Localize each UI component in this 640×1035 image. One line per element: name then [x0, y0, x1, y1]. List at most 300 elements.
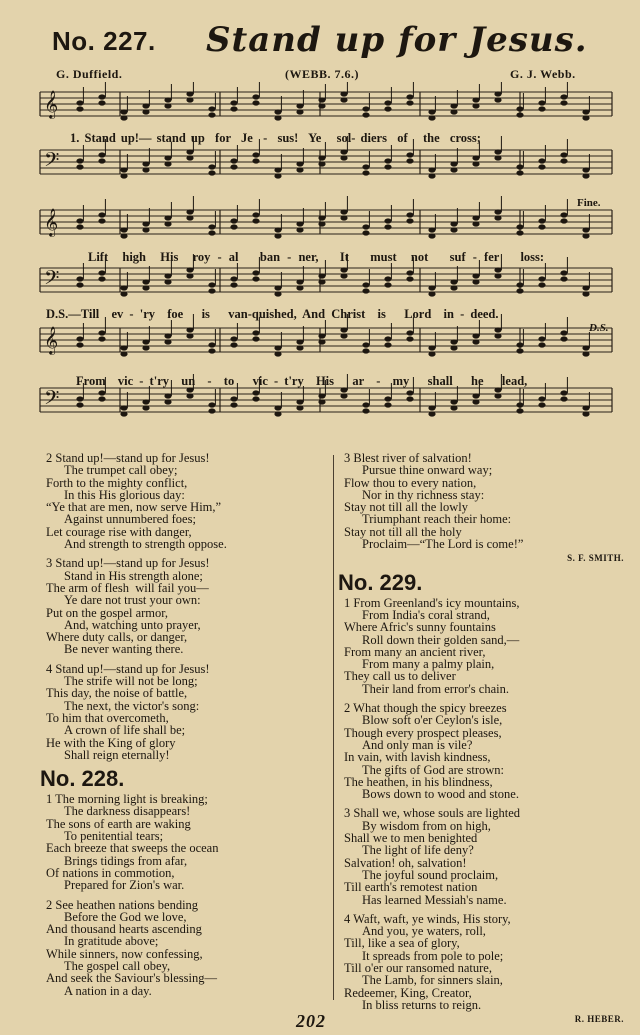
verse-line: And you, ye waters, roll, [362, 924, 486, 939]
note-head [208, 164, 215, 169]
note-head [120, 167, 127, 172]
note-head [560, 396, 567, 401]
verse-line: And seek the Saviour's blessing— [46, 971, 217, 986]
note-head [582, 351, 589, 356]
note-head [362, 230, 369, 235]
note-head [98, 276, 105, 281]
verse-line: 2 What though the spicy breezes [344, 701, 507, 716]
note-head [428, 411, 435, 416]
note-head [472, 97, 479, 102]
bass-clef: 𝄢 [44, 266, 60, 294]
note-head [560, 276, 567, 281]
note-head [318, 339, 325, 344]
note-head [472, 393, 479, 398]
verse-line: Though every prospect pleases, [344, 725, 502, 740]
treble-clef: 𝄞 [44, 326, 59, 354]
verse-line: Shall reign eternally! [64, 747, 170, 762]
note-head [362, 342, 369, 347]
note-head [318, 399, 325, 404]
verse-line: 1 The morning light is breaking; [46, 792, 208, 807]
note-head [98, 270, 105, 275]
note-head [186, 393, 193, 398]
note-head [494, 273, 501, 278]
verse-line: Stand in His strength alone; [64, 568, 203, 583]
verse [46, 557, 326, 655]
verse-line: Till o'er our ransomed nature, [344, 960, 492, 975]
verse-line: To penitential tears; [64, 829, 164, 844]
note-head [472, 221, 479, 226]
note-head [538, 218, 545, 223]
verse-line: And thousand hearts ascending [46, 922, 202, 937]
note-head [582, 109, 589, 114]
note-head [406, 270, 413, 275]
note-head [76, 336, 83, 341]
note-head [340, 267, 347, 272]
note-head [296, 161, 303, 166]
note-head [120, 109, 127, 114]
verse-line: Has learned Messiah's name. [362, 892, 507, 907]
note-head [230, 402, 237, 407]
note-head [120, 351, 127, 356]
note-head [208, 224, 215, 229]
author-credit: R. HEBER. [574, 1014, 624, 1025]
note-head [76, 218, 83, 223]
note-head [208, 408, 215, 413]
note-head [582, 285, 589, 290]
verse-line: In gratitude above; [64, 934, 159, 949]
note-head [76, 100, 83, 105]
note-head [296, 285, 303, 290]
hymn-number: No. 229. [338, 569, 423, 595]
note-head [230, 336, 237, 341]
note-head [340, 97, 347, 102]
note-head [274, 285, 281, 290]
verse-line: The gospel call obey, [64, 958, 171, 973]
note-head [296, 399, 303, 404]
note-head [98, 94, 105, 99]
note-head [164, 333, 171, 338]
note-head [142, 103, 149, 108]
note-head [318, 97, 325, 102]
note-head [142, 221, 149, 226]
note-head [384, 342, 391, 347]
note-head [120, 227, 127, 232]
note-head [186, 333, 193, 338]
note-head [384, 282, 391, 287]
note-head [318, 273, 325, 278]
hymn-number: No. 228. [40, 766, 125, 792]
verse-line: 4 Stand up!—stand up for Jesus! [46, 661, 210, 676]
note-head [340, 393, 347, 398]
right-column [338, 451, 624, 1025]
note-head [450, 285, 457, 290]
note-head [230, 282, 237, 287]
note-head [340, 91, 347, 96]
verse-line: Till, like a sea of glory, [344, 936, 460, 951]
note-head [76, 402, 83, 407]
verse-line: Triumphant reach their home: [362, 512, 512, 527]
lyric-line: From vic - t'ry un - to vic - t'ry His ar - my shall he lead, [76, 374, 528, 388]
note-head [274, 345, 281, 350]
verse-line: The joyful sound proclaim, [362, 867, 499, 882]
note-head [362, 106, 369, 111]
verse-line: They call us to deliver [344, 669, 456, 684]
note-head [406, 276, 413, 281]
note-head [516, 230, 523, 235]
verse-line: Where Afric's sunny fountains [344, 620, 496, 635]
verse-line: Be never wanting there. [64, 642, 184, 657]
note-head [274, 167, 281, 172]
tune-name: (WEBB. 7.6.) [285, 67, 360, 81]
note-head [230, 224, 237, 229]
lyric-line: Lift high His roy - al ban - ner, It must not suf - fer loss: [88, 250, 545, 264]
note-head [362, 282, 369, 287]
note-head [318, 161, 325, 166]
lyric-line: 1. Stand up!— stand up for Je - sus! Ye sol- diers of the cross; [70, 131, 481, 145]
verse-line: The sons of earth are waking [46, 816, 191, 831]
note-head [120, 345, 127, 350]
note-head [516, 282, 523, 287]
note-head [384, 164, 391, 169]
note-head [274, 411, 281, 416]
verse-line: The heathen, in his blindness, [344, 774, 493, 789]
note-head [538, 282, 545, 287]
verse [344, 913, 624, 1011]
note-head [164, 399, 171, 404]
note-head [516, 408, 523, 413]
note-head [274, 173, 281, 178]
note-head [450, 103, 457, 108]
ds-mark: D.S. [589, 322, 609, 334]
note-head [384, 218, 391, 223]
verse [344, 452, 624, 550]
verse-line: While sinners, now confessing, [46, 946, 203, 961]
verse-line: Salvation! oh, salvation! [344, 855, 467, 870]
note-head [98, 330, 105, 335]
verse-line: And, watching unto prayer, [64, 617, 201, 632]
note-head [296, 103, 303, 108]
note-head [98, 218, 105, 223]
note-head [494, 97, 501, 102]
note-head [428, 173, 435, 178]
note-head [318, 393, 325, 398]
note-head [296, 221, 303, 226]
note-head [252, 158, 259, 163]
note-head [318, 333, 325, 338]
note-head [384, 224, 391, 229]
note-head [164, 273, 171, 278]
note-head [362, 170, 369, 175]
verse-line: The light of life deny? [362, 843, 474, 858]
note-head [494, 209, 501, 214]
note-head [494, 327, 501, 332]
note-head [296, 339, 303, 344]
verse-line: To him that overcometh, [46, 710, 169, 725]
note-head [252, 330, 259, 335]
verse-line: Stay not till all the holy [344, 524, 462, 539]
note-head [186, 91, 193, 96]
note-head [560, 94, 567, 99]
note-head [230, 100, 237, 105]
note-head [274, 109, 281, 114]
note-head [208, 282, 215, 287]
note-head [318, 155, 325, 160]
note-head [98, 390, 105, 395]
note-head [98, 158, 105, 163]
note-head [164, 339, 171, 344]
note-head [362, 402, 369, 407]
note-head [384, 158, 391, 163]
note-head [450, 161, 457, 166]
note-head [472, 273, 479, 278]
note-head [208, 348, 215, 353]
note-head [428, 115, 435, 120]
arranger: G. J. Webb. [510, 67, 576, 81]
note-head [318, 103, 325, 108]
verse-line: Brings tidings from afar, [64, 853, 188, 868]
note-head [164, 155, 171, 160]
note-head [516, 342, 523, 347]
note-head [208, 112, 215, 117]
note-head [472, 333, 479, 338]
note-head [186, 97, 193, 102]
note-head [450, 167, 457, 172]
author-credit: S. F. SMITH. [567, 553, 624, 564]
note-head [538, 276, 545, 281]
note-head [252, 218, 259, 223]
note-head [164, 103, 171, 108]
note-head [472, 103, 479, 108]
note-head [362, 348, 369, 353]
verse-line: Forth to the mighty conflict, [46, 475, 188, 490]
verse-line: Where duty calls, or danger, [46, 630, 188, 645]
note-head [318, 279, 325, 284]
note-head [230, 342, 237, 347]
note-head [186, 215, 193, 220]
note-head [98, 100, 105, 105]
note-head [516, 224, 523, 229]
verse-line: Till earth's remotest nation [344, 880, 478, 895]
composer: G. Duffield. [56, 67, 123, 81]
note-head [296, 109, 303, 114]
verse-line: Before the God we love, [64, 909, 187, 924]
lyric-line: D.S.—Till ev - 'ry foe is van-quished, And Christ is Lord in - deed. [46, 307, 499, 321]
note-head [428, 285, 435, 290]
note-head [318, 221, 325, 226]
note-head [208, 402, 215, 407]
note-head [428, 351, 435, 356]
verse-line: Let courage rise with danger, [46, 524, 192, 539]
note-head [208, 342, 215, 347]
note-head [76, 396, 83, 401]
note-head [494, 155, 501, 160]
note-head [252, 396, 259, 401]
note-head [406, 158, 413, 163]
note-head [142, 227, 149, 232]
note-head [98, 212, 105, 217]
note-head [384, 100, 391, 105]
note-head [538, 158, 545, 163]
left-column [40, 451, 326, 998]
note-head [516, 164, 523, 169]
note-head [340, 333, 347, 338]
note-head [208, 170, 215, 175]
note-head [296, 227, 303, 232]
note-head [362, 112, 369, 117]
verse-line: Each breeze that sweeps the ocean [46, 841, 219, 856]
note-head [362, 164, 369, 169]
note-head [142, 399, 149, 404]
note-head [406, 100, 413, 105]
note-head [362, 288, 369, 293]
note-head [384, 106, 391, 111]
note-head [582, 167, 589, 172]
note-head [494, 91, 501, 96]
verse-line: Bows down to wood and stone. [362, 787, 519, 802]
verse-line: The strife will not be long; [64, 674, 198, 689]
note-head [142, 161, 149, 166]
note-head [384, 402, 391, 407]
note-head [428, 345, 435, 350]
note-head [186, 149, 193, 154]
note-head [494, 149, 501, 154]
verse-line: “Ye that are men, now serve Him,” [46, 500, 222, 515]
verse-line: Pursue thine onward way; [362, 463, 493, 478]
note-head [494, 267, 501, 272]
note-head [142, 345, 149, 350]
verse [46, 452, 326, 550]
note-head [428, 233, 435, 238]
note-head [274, 351, 281, 356]
verse-line: By wisdom from on high, [362, 818, 491, 833]
note-head [208, 288, 215, 293]
note-head [538, 224, 545, 229]
verse-line: 3 Stand up!—stand up for Jesus! [46, 556, 210, 571]
note-head [120, 291, 127, 296]
note-head [252, 94, 259, 99]
note-head [252, 390, 259, 395]
note-head [318, 215, 325, 220]
note-head [120, 285, 127, 290]
note-head [560, 100, 567, 105]
note-head [384, 396, 391, 401]
note-head [560, 152, 567, 157]
note-head [164, 221, 171, 226]
note-head [296, 345, 303, 350]
verse-line: This day, the noise of battle, [46, 686, 188, 701]
note-head [142, 285, 149, 290]
note-head [516, 402, 523, 407]
verse [344, 807, 624, 905]
note-head [164, 279, 171, 284]
note-head [98, 396, 105, 401]
note-head [274, 405, 281, 410]
note-head [164, 393, 171, 398]
note-head [582, 405, 589, 410]
verse-line: It spreads from pole to pole; [362, 948, 504, 963]
note-head [120, 405, 127, 410]
note-head [560, 212, 567, 217]
note-head [516, 106, 523, 111]
note-head [428, 405, 435, 410]
verse-line: Proclaim—“The Lord is come!” [362, 537, 524, 552]
note-head [120, 411, 127, 416]
note-head [450, 339, 457, 344]
note-head [252, 212, 259, 217]
note-head [98, 336, 105, 341]
column-divider [333, 455, 334, 1000]
note-head [406, 212, 413, 217]
verse [344, 597, 624, 695]
verse-line: From many a palmy plain, [362, 657, 495, 672]
verse-line: A nation in a day. [64, 983, 152, 998]
note-head [252, 270, 259, 275]
note-head [230, 396, 237, 401]
verse-line: And strength to strength oppose. [64, 537, 227, 552]
note-head [208, 106, 215, 111]
note-head [76, 158, 83, 163]
note-head [230, 106, 237, 111]
note-head [120, 115, 127, 120]
hymn-title: Stand up for Jesus. [206, 20, 588, 60]
note-head [362, 224, 369, 229]
verse-line: The arm of flesh will fail you— [46, 580, 209, 595]
verse-line: And only man is vile? [362, 737, 473, 752]
note-head [252, 100, 259, 105]
note-head [538, 402, 545, 407]
verse-line: Their land from error's chain. [362, 681, 509, 696]
note-head [274, 115, 281, 120]
note-head [538, 342, 545, 347]
verse-line: The darkness disappears! [64, 804, 191, 819]
note-head [472, 215, 479, 220]
verse-line: Ye dare not trust your own: [64, 593, 201, 608]
verse [46, 899, 326, 997]
verse-line: In vain, with lavish kindness, [344, 750, 491, 765]
verse-line: The Lamb, for sinners slain, [362, 973, 503, 988]
note-head [582, 115, 589, 120]
note-head [450, 221, 457, 226]
note-head [582, 233, 589, 238]
note-head [582, 227, 589, 232]
note-head [164, 161, 171, 166]
note-head [230, 218, 237, 223]
note-head [472, 339, 479, 344]
note-head [406, 94, 413, 99]
note-head [384, 276, 391, 281]
note-head [340, 215, 347, 220]
note-head [582, 411, 589, 416]
note-head [186, 327, 193, 332]
note-head [186, 155, 193, 160]
note-head [164, 97, 171, 102]
note-head [384, 336, 391, 341]
note-head [230, 164, 237, 169]
note-head [406, 336, 413, 341]
note-head [274, 291, 281, 296]
verse-line: From India's coral strand, [362, 607, 490, 622]
note-head [472, 399, 479, 404]
note-head [252, 152, 259, 157]
note-head [472, 161, 479, 166]
note-head [76, 106, 83, 111]
note-head [516, 112, 523, 117]
note-head [538, 396, 545, 401]
note-head [406, 390, 413, 395]
treble-clef: 𝄞 [44, 90, 59, 118]
note-head [406, 218, 413, 223]
note-head [406, 396, 413, 401]
